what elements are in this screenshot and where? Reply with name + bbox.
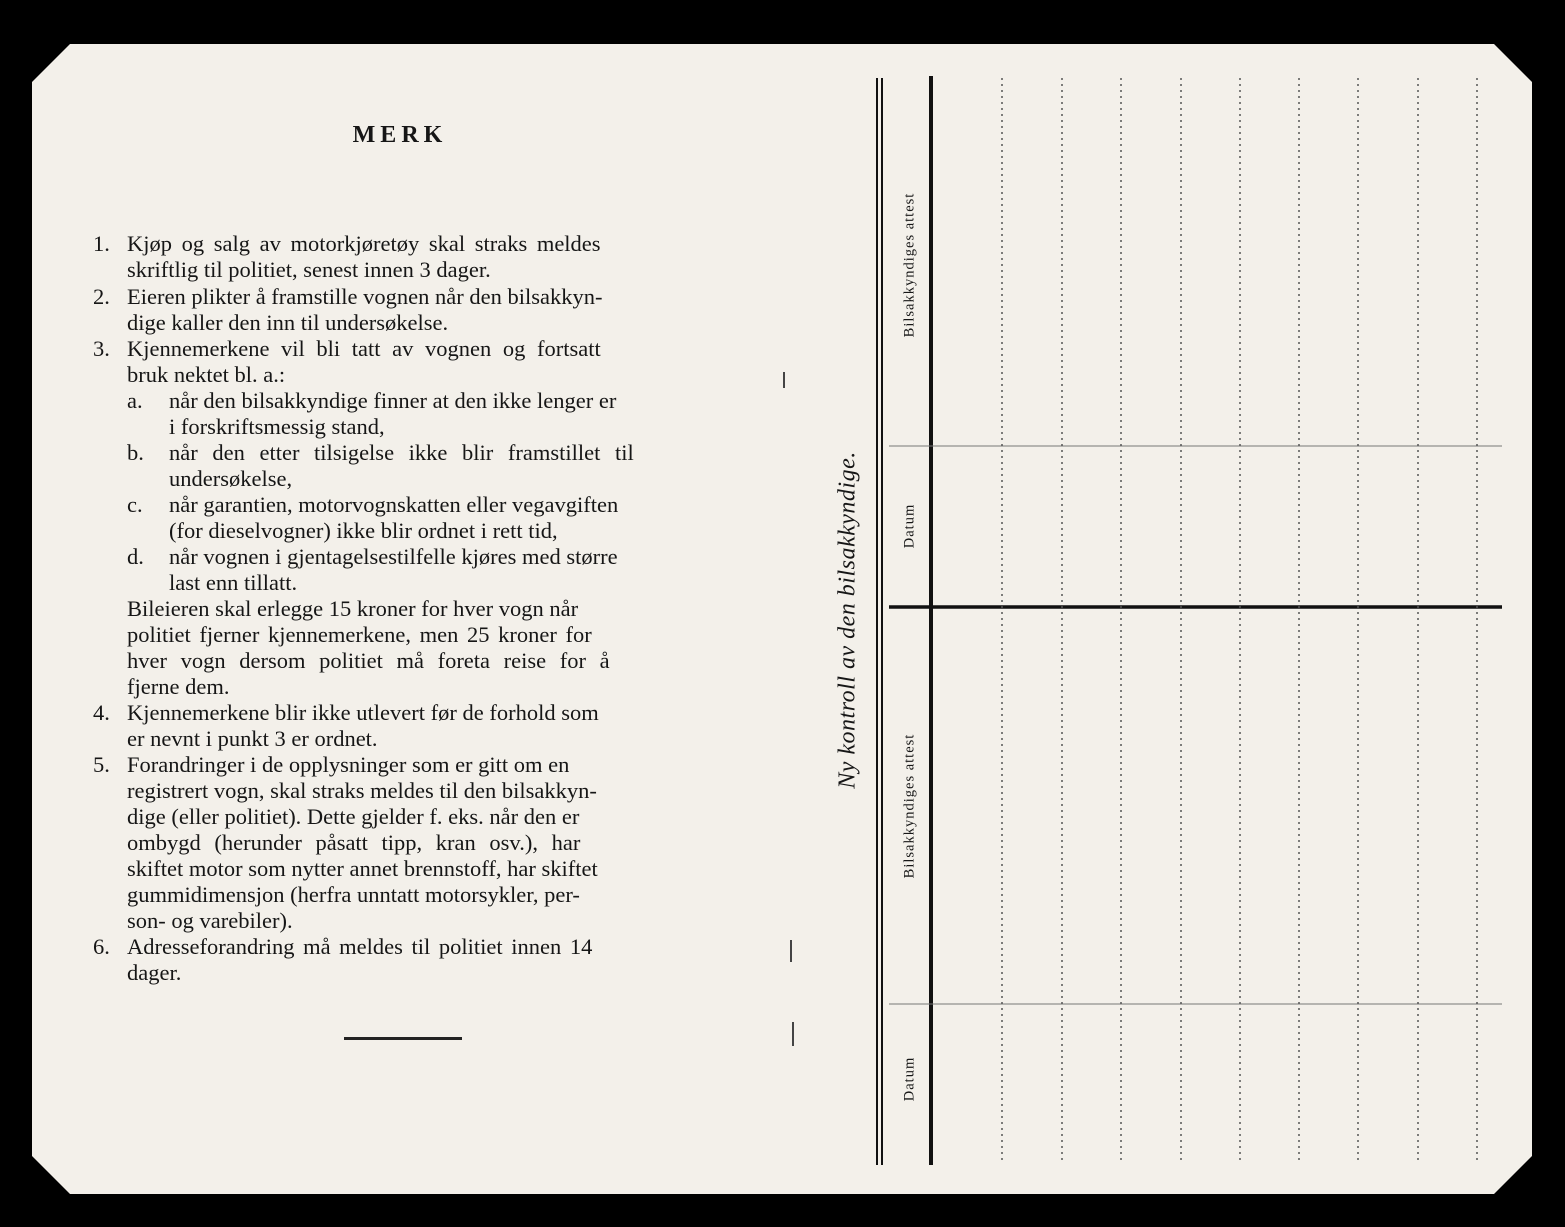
subitem-line: når den bilsakkyndige finner at den ikke lenger er <box>169 388 617 413</box>
item-line: politiet fjerner kjennemerkene, men 25 kroner for <box>127 622 592 647</box>
item-number: 6. <box>93 934 110 959</box>
notice-title: MERK <box>352 122 448 148</box>
item-line: er nevnt i punkt 3 er ordnet. <box>127 726 378 751</box>
item-line: skiftet motor som nytter annet brennstoff, har skiftet <box>127 856 598 881</box>
date-label: Datum <box>901 503 918 549</box>
attest-label: Bilsakkyndiges attest <box>901 733 918 879</box>
subitem-line: når vognen i gjentagelsestilfelle kjøres med større <box>169 544 618 569</box>
subitem-letter: d. <box>127 544 144 569</box>
subitem-line: undersøkelse, <box>169 466 293 491</box>
item-line: gummidimensjon (herfra unntatt motorsykler, per- <box>127 882 580 907</box>
item-number: 2. <box>93 284 110 309</box>
item-line: Kjennemerkene vil bli tatt av vognen og fortsatt <box>127 336 601 361</box>
date-label: Datum <box>901 1056 918 1102</box>
subitem-letter: b. <box>127 440 144 465</box>
subitem-line: i forskriftsmessig stand, <box>169 414 385 439</box>
item-line: ombygd (herunder påsatt tipp, kran osv.), har <box>127 830 581 855</box>
dotted-columns <box>1002 78 1477 1162</box>
item-number: 1. <box>93 231 110 256</box>
item-line: Kjøp og salg av motorkjøretøy skal straks meldes <box>127 231 601 256</box>
item-line: Adresseforandring må meldes til politiet innen 14 <box>127 934 593 959</box>
attest-label: Bilsakkyndiges attest <box>901 192 918 338</box>
item-line: hver vogn dersom politiet må foreta reise for å <box>127 648 610 673</box>
item-line: bruk nektet bl. a.: <box>127 362 286 387</box>
item-line: Kjennemerkene blir ikke utlevert før de forhold som <box>127 700 599 725</box>
item-line: Forandringer i de opplysninger som er gitt om en <box>127 752 570 777</box>
side-caption: Ny kontroll av den bilsakkyndige. <box>834 451 861 789</box>
subitem-line: (for dieselvogner) ikke blir ordnet i rett tid, <box>169 518 558 543</box>
item-line: Bileieren skal erlegge 15 kroner for hver vogn når <box>127 596 579 621</box>
item-line: son- og varebiler). <box>127 908 293 933</box>
subitem-line: når garantien, motorvognskatten eller vegavgiften <box>169 492 619 517</box>
item-line: dager. <box>127 960 182 985</box>
item-number: 4. <box>93 700 110 725</box>
item-line: fjerne dem. <box>127 674 230 699</box>
item-number: 3. <box>93 336 110 361</box>
item-number: 5. <box>93 752 110 777</box>
subitem-line: når den etter tilsigelse ikke blir framstillet til <box>169 440 634 465</box>
item-line: registrert vogn, skal straks meldes til den bilsakkyn- <box>127 778 597 803</box>
item-line: dige (eller politiet). Dette gjelder f. eks. når den er <box>127 804 580 829</box>
subitem-letter: c. <box>127 492 143 517</box>
subitem-letter: a. <box>127 388 143 413</box>
item-line: Eieren plikter å framstille vognen når den bilsakkyn- <box>127 284 603 309</box>
subitem-line: last enn tillatt. <box>169 570 298 595</box>
item-line: dige kaller den inn til undersøkelse. <box>127 310 449 335</box>
item-line: skriftlig til politiet, senest innen 3 dager. <box>127 257 491 282</box>
